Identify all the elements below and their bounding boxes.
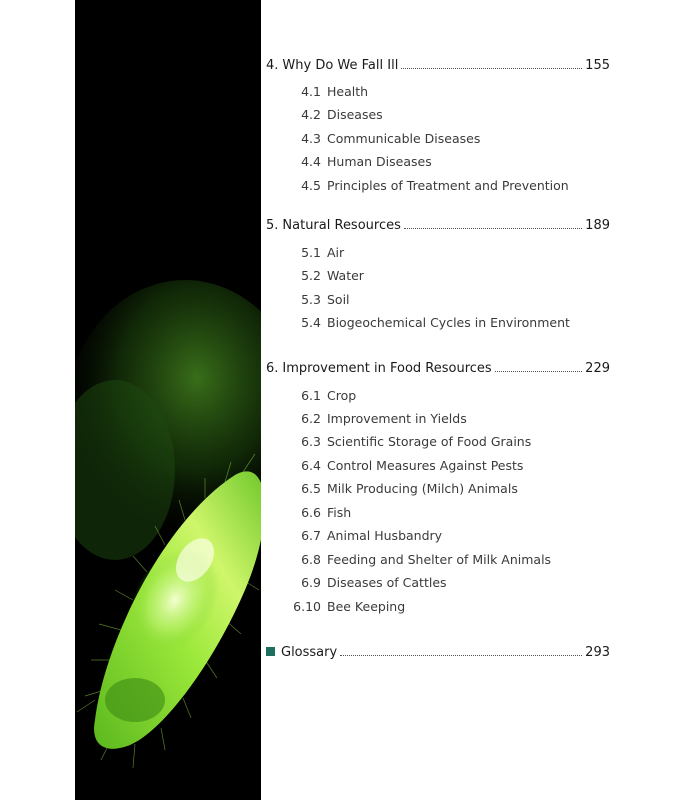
section-title: Air (327, 245, 345, 260)
section-number: 6.9 (301, 575, 321, 590)
section-title: Communicable Diseases (327, 131, 481, 146)
glossary-page-number: 293 (585, 645, 610, 660)
section-title: Control Measures Against Pests (327, 458, 524, 473)
section-title: Diseases (327, 107, 383, 122)
chapter-title: Why Do We Fall Ill (282, 58, 399, 73)
section-entry[interactable] (266, 528, 442, 548)
section-entry[interactable] (266, 178, 569, 198)
section-title: Water (327, 268, 364, 283)
section-title: Improvement in Yields (327, 411, 467, 426)
section-number: 6.4 (301, 458, 321, 473)
section-title: Milk Producing (Milch) Animals (327, 481, 518, 496)
section-entry[interactable] (266, 245, 344, 265)
section-entry[interactable] (266, 458, 523, 478)
section-entry[interactable] (266, 481, 518, 501)
glossary-entry[interactable] (266, 645, 610, 667)
section-title: Fish (327, 505, 352, 520)
chapter-entry-5[interactable] (266, 218, 610, 240)
section-entry[interactable] (266, 434, 531, 454)
dot-leader (495, 362, 583, 372)
section-number: 6.6 (301, 505, 321, 520)
section-entry[interactable] (266, 107, 383, 127)
bacterium-illustration (75, 0, 261, 800)
section-entry[interactable] (266, 388, 356, 408)
section-number: 5.4 (301, 315, 321, 330)
section-title: Crop (327, 388, 357, 403)
section-entry[interactable] (266, 599, 405, 619)
section-title: Soil (327, 292, 350, 307)
chapter-page-number: 229 (585, 361, 610, 376)
section-entry[interactable] (266, 154, 432, 174)
section-title: Principles of Treatment and Prevention (327, 178, 569, 193)
chapter-number: 4. (266, 58, 279, 73)
section-number: 5.3 (301, 292, 321, 307)
section-number: 6.1 (301, 388, 321, 403)
section-entry[interactable] (266, 575, 447, 595)
section-number: 6.10 (293, 599, 321, 614)
section-number: 4.5 (301, 178, 321, 193)
section-entry[interactable] (266, 84, 368, 104)
chapter-title: Improvement in Food Resources (282, 361, 492, 376)
dot-leader (340, 646, 582, 656)
section-number: 5.1 (301, 245, 321, 260)
section-number: 4.3 (301, 131, 321, 146)
section-entry[interactable] (266, 268, 364, 288)
section-title: Health (327, 84, 369, 99)
cover-banner (75, 0, 261, 800)
section-title: Human Diseases (327, 154, 432, 169)
chapter-page-number: 155 (585, 58, 610, 73)
glossary-title: Glossary (281, 645, 338, 660)
section-entry[interactable] (266, 552, 551, 572)
section-entry[interactable] (266, 315, 570, 335)
chapter-entry-4[interactable] (266, 58, 610, 80)
section-entry[interactable] (266, 505, 351, 525)
chapter-number: 5. (266, 218, 279, 233)
dot-leader (404, 219, 582, 229)
chapter-title: Natural Resources (282, 218, 401, 233)
square-bullet-icon (266, 647, 275, 656)
section-title: Biogeochemical Cycles in Environment (327, 315, 570, 330)
section-title: Animal Husbandry (327, 528, 443, 543)
section-number: 6.5 (301, 481, 321, 496)
chapter-entry-6[interactable] (266, 361, 610, 383)
section-entry[interactable] (266, 292, 350, 312)
section-number: 5.2 (301, 268, 321, 283)
section-title: Diseases of Cattles (327, 575, 447, 590)
section-number: 4.2 (301, 107, 321, 122)
section-number: 6.7 (301, 528, 321, 543)
chapter-page-number: 189 (585, 218, 610, 233)
section-title: Bee Keeping (327, 599, 406, 614)
section-number: 4.4 (301, 154, 321, 169)
chapter-number: 6. (266, 361, 279, 376)
section-title: Feeding and Shelter of Milk Animals (327, 552, 552, 567)
section-number: 6.2 (301, 411, 321, 426)
section-entry[interactable] (266, 411, 467, 431)
section-number: 6.8 (301, 552, 321, 567)
section-entry[interactable] (266, 131, 480, 151)
section-number: 6.3 (301, 434, 321, 449)
section-number: 4.1 (301, 84, 321, 99)
section-title: Scientific Storage of Food Grains (327, 434, 532, 449)
dot-leader (401, 59, 582, 69)
